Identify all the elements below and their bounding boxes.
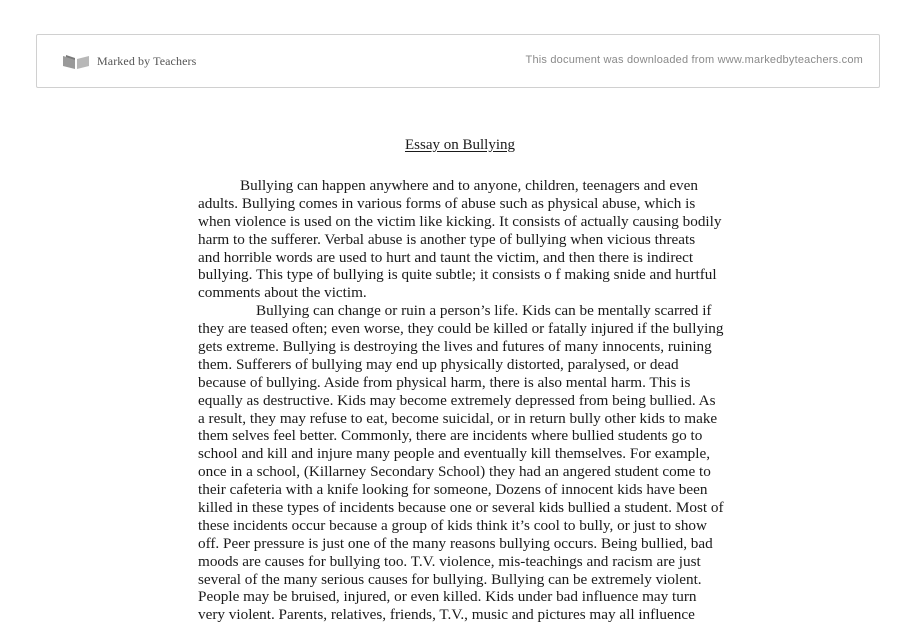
essay-line: them selves feel better. Commonly, there are incidents where bullied students go to — [198, 427, 703, 445]
essay-line: gets extreme. Bullying is destroying the lives and futures of many innocents, ruining — [198, 338, 712, 356]
essay-line: bullying. This type of bullying is quite subtle; it consists o f making snide and hurtful — [198, 266, 717, 284]
essay-line: harm to the sufferer. Verbal abuse is another type of bullying when vicious threats — [198, 230, 696, 248]
essay-line: equally as destructive. Kids may become extremely depressed from being bullied. As — [198, 391, 716, 409]
essay-line: killed in these types of incidents because one or several kids bullied a student. Most of — [198, 499, 724, 517]
essay-line: very violent. Parents, relatives, friends, T.V., music and pictures may all influence — [198, 606, 695, 624]
essay-body — [198, 177, 738, 624]
essay-line: school and kill and injure many people and eventually kill themselves. For example, — [198, 445, 711, 463]
essay-line: Bullying can happen anywhere and to anyone, children, teenagers and even — [240, 177, 698, 194]
essay-line: Bullying can change or ruin a person’s life. Kids can be mentally scarred if — [256, 302, 712, 320]
download-note: This document was downloaded from www.markedbyteachers.com — [525, 54, 863, 66]
essay-line: off. Peer pressure is just one of the many reasons bullying occurs. Being bullied, bad — [198, 534, 713, 552]
essay-line: moods are causes for bullying too. T.V. violence, mis-teachings and racism are just — [198, 552, 701, 570]
essay-line: adults. Bullying comes in various forms of abuse such as physical abuse, which is — [198, 194, 696, 212]
essay-line: because of bullying. Aside from physical harm, there is also mental harm. This is — [198, 373, 691, 391]
essay-title: Essay on Bullying — [404, 137, 515, 153]
download-header — [36, 34, 880, 88]
book-icon — [61, 52, 91, 70]
essay-line: these incidents occur because a group of kids think it’s cool to bully, or just to show — [198, 516, 707, 534]
essay-line: comments about the victim. — [198, 284, 367, 302]
essay-line: People may be bruised, injured, or even killed. Kids under bad influence may turn — [198, 588, 697, 606]
essay-line: them. Sufferers of bullying may end up physically distorted, paralysed, or dead — [198, 355, 679, 373]
essay-line: and horrible words are used to hurt and taunt the victim, and then there is indirect — [198, 248, 694, 266]
marked-by-teachers-logo[interactable] — [61, 52, 196, 70]
essay-line: their cafeteria with a knife looking for someone, Dozens of innocent kids have been — [198, 481, 708, 499]
essay-line: several of the many serious causes for bullying. Bullying can be extremely violent. — [198, 570, 702, 588]
essay-line: a result, they may refuse to eat, become suicidal, or in return bully other kids to make — [198, 409, 718, 427]
essay-line: once in a school, (Killarney Secondary School) they had an angered student come to — [198, 463, 711, 481]
essay-line: when violence is used on the victim like kicking. It consists of actually causing bodily — [198, 212, 722, 230]
logo-text: Marked by Teachers — [97, 53, 197, 68]
essay-line: they are teased often; even worse, they could be killed or fatally injured if the bullying — [198, 320, 724, 338]
